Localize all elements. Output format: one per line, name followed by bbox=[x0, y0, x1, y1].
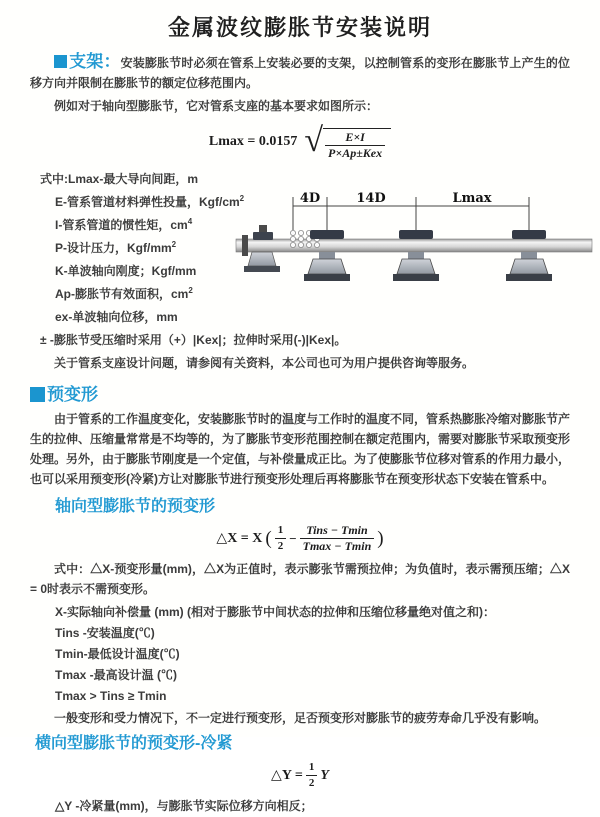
dim-label-lmax: Lmax bbox=[452, 191, 492, 206]
axial-note-line: 一般变形和受力情况下，不一定进行预变形，足否预变形对膨胀节的疲劳寿命几乎没有影响。 bbox=[54, 711, 547, 725]
pipe-support-spacing-diagram bbox=[236, 190, 592, 290]
support-intro-paragraph bbox=[30, 52, 570, 93]
predeform-body-paragraph: 由于管系的工作温度变化，安装膨胀节时的温度与工作时的温度不同，管系热膨胀冷缩对膨胀节产生的拉伸、压缩量常常是不均等的，为了膨胀节变形范围控制在额定范围内，需要对膨胀节采取预变形处理。另外，由于膨胀节刚度是一个定值，与补偿量成正比。为了使膨胀节位移对管系的作用力最小，也可以采用预变形(冷紧)方让对膨胀节进行预变形处理后再将膨胀节在预变形状态下安装在管系中。 bbox=[30, 412, 571, 486]
close-paren: ) bbox=[377, 527, 384, 549]
axial-x-definition: X-实际轴向补偿量 (mm) (相对于膨胀节中间状态的拉伸和压缩位移量绝对值之和)： bbox=[55, 605, 495, 619]
lmax-fraction bbox=[325, 131, 385, 160]
axial-subheading: 轴向型膨胀节的预变形 bbox=[55, 498, 216, 515]
definition-item: I-管系管道的惯性矩，$cm^4$ bbox=[55, 217, 193, 232]
sqrt-radical bbox=[304, 123, 391, 160]
definition-item: E-管系管道材料弹性投量，Kgf/$cm^2$ bbox=[55, 194, 245, 209]
axial-formula bbox=[30, 524, 570, 553]
minus-operator: − bbox=[289, 530, 297, 546]
open-paren: ( bbox=[265, 527, 272, 549]
definition-item: P-设计压力，Kgf/$mm^2$ bbox=[55, 240, 177, 255]
temp-definition-tmax: Tmax -最高设计温 (℃) bbox=[55, 668, 178, 682]
lmax-formula-lhs: Lmax = 0.0157 bbox=[208, 133, 298, 149]
definitions-and-diagram bbox=[30, 166, 570, 327]
pipe-guide-support bbox=[304, 230, 350, 281]
support-section-heading bbox=[54, 52, 121, 71]
section-square-icon bbox=[54, 55, 67, 68]
axial-formula-lhs: △X = X bbox=[216, 531, 263, 546]
definition-item: ± -膨胀节受压缩时采用（+）|Kex|；拉伸时采用(-)|Kex|。 bbox=[40, 333, 347, 347]
definition-item: 式中:Lmax-最大导向间距，m bbox=[40, 172, 199, 186]
one-half-fraction: $\frac{1}{2}$ bbox=[306, 761, 318, 790]
temperature-fraction: $\frac{\text{Tins − Tmin}}{Tmax - Tmin}$ bbox=[300, 524, 375, 553]
temp-inequality: Tmax > Tins ≥ Tmin bbox=[55, 689, 167, 703]
section-square-icon bbox=[30, 387, 45, 402]
predeform-section-heading: 预变形 bbox=[30, 385, 570, 405]
pipe-guide-support bbox=[393, 230, 439, 281]
pipe-end-flange bbox=[242, 235, 248, 256]
lateral-formula-rhs: Y bbox=[320, 767, 329, 783]
pipe bbox=[236, 239, 592, 252]
support-closing-line: 关于管系支座设计问题，请参阅有关资料，本公司也可为用户提供咨询等服务。 bbox=[54, 356, 475, 370]
lmax-formula bbox=[30, 123, 570, 160]
definition-item: Ap-膨胀节有效面积，$cm^2$ bbox=[55, 286, 193, 301]
dim-label-14d: 14D bbox=[356, 191, 386, 206]
lateral-formula-lhs: △Y = bbox=[271, 768, 303, 783]
axial-explanation-paragraph: 式中：△X-预变形量(mm)，△X为正值时，表示膨张节需预拉伸；为负值时，表示需预压缩；△X = 0时表示不需预变形。 bbox=[30, 562, 570, 596]
support-heading-label: 支架： bbox=[69, 52, 121, 71]
temp-definition-tmin: Tmin-最低设计温度(℃) bbox=[55, 647, 180, 661]
page-title: 金属波纹膨胀节安装说明 bbox=[167, 15, 432, 40]
temp-definition-tins: Tins -安装温度(℃) bbox=[55, 626, 155, 640]
definition-item: K-单波轴向刚度；Kgf/mm bbox=[55, 264, 197, 278]
definition-item: ex-单波轴向位移，mm bbox=[55, 310, 178, 324]
radical-sign: √ bbox=[304, 122, 324, 159]
support-example-line: 例如对于轴向型膨胀节，它对管系支座的基本要求如图所示： bbox=[54, 99, 379, 113]
dimension-labels bbox=[300, 191, 492, 206]
lateral-formula bbox=[30, 761, 570, 790]
dim-label-4d: 4D bbox=[299, 191, 321, 206]
lateral-subheading: 横向型膨胀节的预变形-冷紧 bbox=[35, 735, 233, 752]
support-intro-text: 安装膨胀节时必须在管系上安装必要的支架，以控制管系的变形在膨胀节上产生的位移方向并限制在膨胀节的额定位移范围内。 bbox=[30, 56, 570, 90]
lmax-fraction-denominator: P×Ap±Kex bbox=[328, 146, 383, 160]
one-half-fraction: $\frac{1}{2}$ bbox=[275, 524, 287, 553]
pipe-guide-support bbox=[506, 230, 552, 281]
lmax-fraction-numerator: E×I bbox=[325, 131, 385, 146]
lateral-definition-line: △Y -冷紧量(mm)，与膨胀节实际位移方向相反； bbox=[55, 799, 313, 813]
